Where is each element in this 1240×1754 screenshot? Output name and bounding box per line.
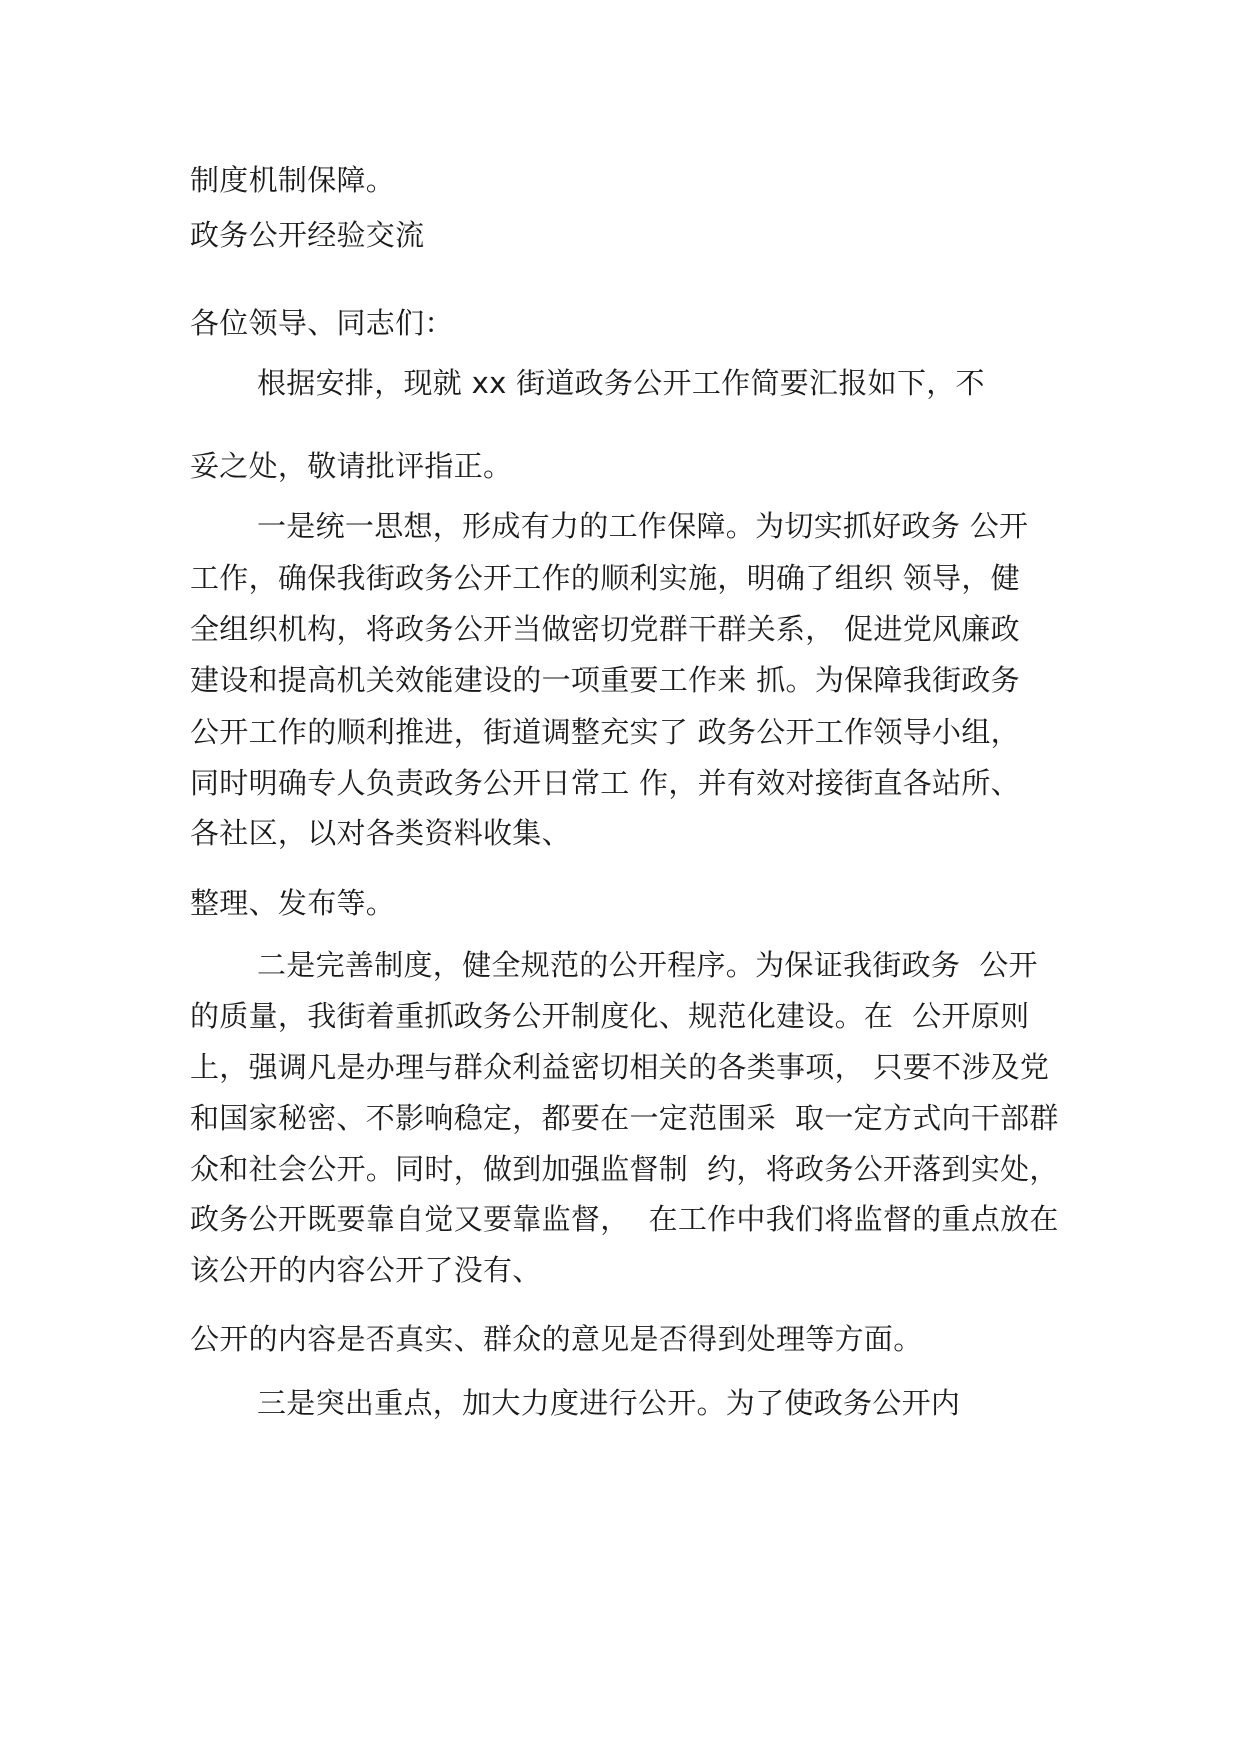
greeting-line: 各位领导、同志们： [190, 306, 454, 340]
text-line: 整理、发布等。 [190, 886, 396, 920]
text-line: 一是统一思想，形成有力的工作保障。为切实抓好政务 公开 [257, 509, 1029, 543]
text-line: 根据安排，现就 xx 街道政务公开工作简要汇报如下，不 [257, 366, 985, 400]
text-line: 政务公开既要靠自觉又要靠监督， 在工作中我们将监督的重点放在 [190, 1202, 1059, 1236]
text-line: 工作，确保我街政务公开工作的顺利实施，明确了组织 领导，健 [190, 561, 1020, 595]
text-line: 该公开的内容公开了没有、 [190, 1253, 542, 1287]
text-line: 公开工作的顺利推进，街道调整充实了 政务公开工作领导小组， [190, 715, 1020, 749]
text-line: 公开的内容是否真实、群众的意见是否得到处理等方面。 [190, 1322, 923, 1356]
text-line: 的质量，我街着重抓政务公开制度化、规范化建设。在 公开原则 [190, 999, 1030, 1033]
text-line: 上，强调凡是办理与群众利益密切相关的各类事项， 只要不涉及党 [190, 1050, 1050, 1084]
text-line: 各社区，以对各类资料收集、 [190, 816, 571, 850]
text-line: 全组织机构，将政务公开当做密切党群干群关系， 促进党风廉政 [190, 612, 1020, 646]
text-line: 和国家秘密、不影响稳定，都要在一定范围采 取一定方式向干部群 [190, 1101, 1059, 1135]
text-line: 建设和提高机关效能建设的一项重要工作来 抓。为保障我街政务 [190, 663, 1020, 697]
text-line: 同时明确专人负责政务公开日常工 作，并有效对接街直各站所、 [190, 766, 1020, 800]
text-line: 政务公开经验交流 [190, 218, 425, 252]
text-line: 妥之处，敬请批评指正。 [190, 449, 513, 483]
text-line: 三是突出重点，加大力度进行公开。为了使政务公开内 [257, 1386, 961, 1420]
text-line: 众和社会公开。同时，做到加强监督制 约，将政务公开落到实处， [190, 1152, 1059, 1186]
text-line: 制度机制保障。 [190, 163, 396, 197]
text-line: 二是完善制度，健全规范的公开程序。为保证我街政务 公开 [257, 948, 1038, 982]
